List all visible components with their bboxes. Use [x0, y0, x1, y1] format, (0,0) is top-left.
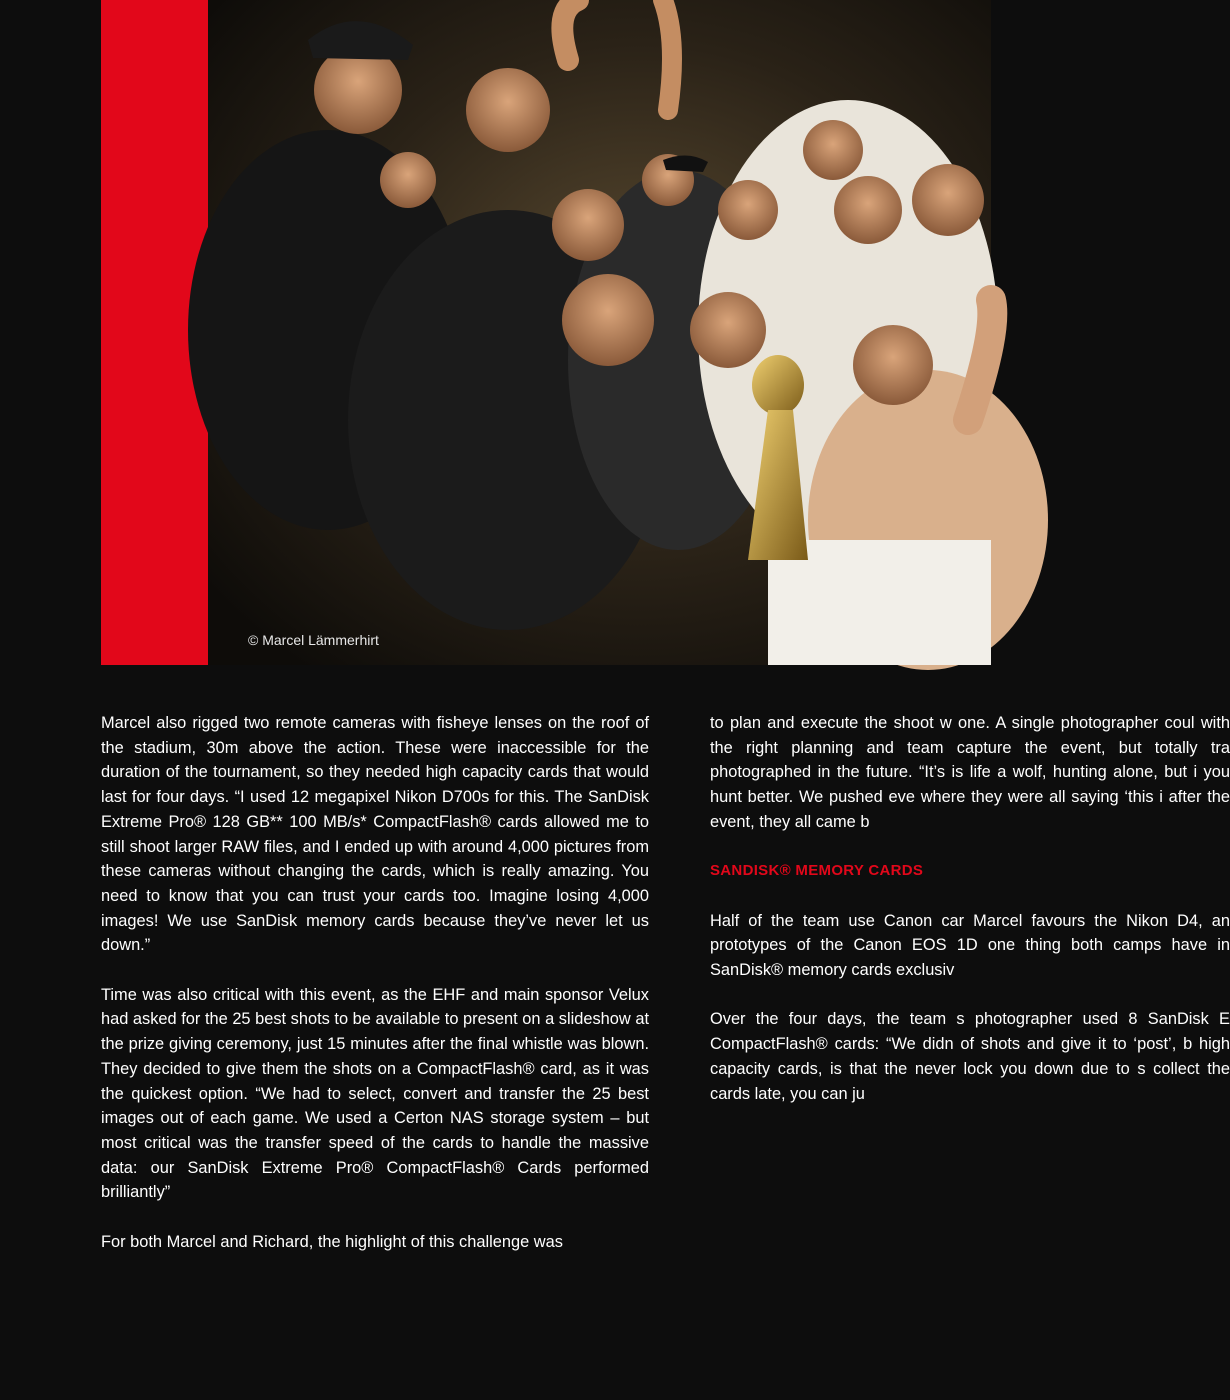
article-paragraph: Marcel also rigged two remote cameras with fisheye lenses on the roof of the stadium, 30m above the action. These were inaccessible for the duration of the tournament, so they needed high capacity cards that would last for four days. “I used 12 megapixel Nikon D700s for this. The SanDisk Extreme Pro® 128 GB** 100 MB/s* CompactFlash® cards allowed me to still shoot larger RAW files, and I ended up with around 4,000 pictures from these cameras without changing the cards, which is really amazing. You need to know that you can trust your cards too. Imagine losing 4,000 images! We use SanDisk memory cards because they’ve never let us down.” [101, 714, 649, 955]
article-paragraph: to plan and execute the shoot w one. A single photographer coul with the right planning and team capture the event, but totally tra photographed in the future. “It’s is life a wolf, hunting alone, but i you hunt better. We pushed eve where they were all saying ‘this i after the event, they all came b [710, 714, 1230, 831]
right-article-column [710, 711, 1230, 1131]
article-paragraph: Over the four days, the team s photographer used 8 SanDisk E CompactFlash® cards: “We didn of shots and give it to ‘post’, b high capacity cards, is that the never lock you down due to s collect the cards late, you can ju [710, 1010, 1230, 1103]
article-paragraph: Time was also critical with this event, as the EHF and main sponsor Velux had asked for the 25 best shots to be available to present on a slideshow at the prize giving ceremony, just 15 minutes after the final whistle was blown. They decided to give them the shots on a CompactFlash® card, as it was the quickest option. “We had to select, convert and transfer the 25 best images out of each game. We used a Certon NAS storage system – but most critical was the transfer speed of the cards to handle the massive data: our SanDisk Extreme Pro® CompactFlash® Cards performed brilliantly” [101, 985, 649, 1202]
team-celebration-photo [208, 0, 991, 665]
photo-illustration [208, 0, 991, 665]
left-article-column [101, 711, 649, 1279]
article-paragraph: Half of the team use Canon car Marcel favours the Nikon D4, an prototypes of the Canon EOS 1D one thing both camps have in SanDisk® memory cards exclusiv [710, 911, 1230, 979]
photo-credit: © Marcel Lämmerhirt [248, 632, 379, 648]
article-paragraph: For both Marcel and Richard, the highlight of this challenge was [101, 1232, 563, 1251]
section-heading: SANDISK® MEMORY CARDS [710, 862, 924, 880]
